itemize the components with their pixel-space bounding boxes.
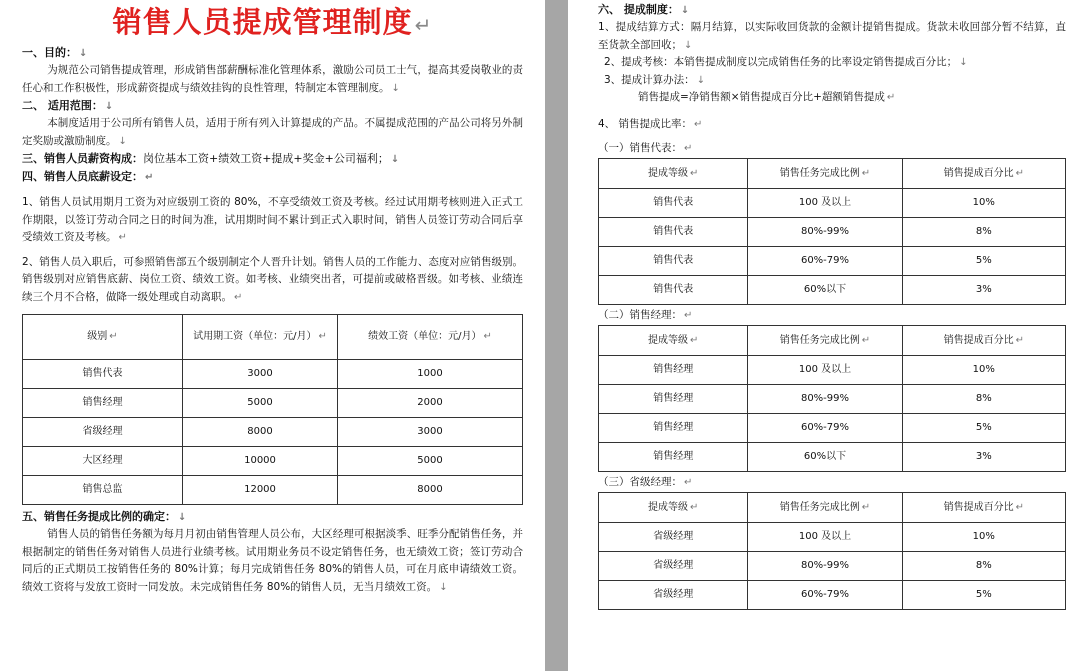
formula: 销售提成=净销售额×销售提成百分比+超额销售提成 ↵ — [638, 91, 896, 103]
table-cell: 5% — [902, 414, 1065, 443]
header-cell: 级别 ↵ — [23, 315, 183, 360]
header-cell: 提成等级 ↵ — [599, 159, 748, 189]
table-cell: 2000 — [338, 389, 523, 418]
table-cell: 销售经理 — [599, 385, 748, 414]
table-header-row — [599, 493, 1066, 523]
item-2: 2、提成考核：本销售提成制度以完成销售任务的比率设定销售提成百分比； ↓ — [604, 56, 968, 68]
table-row — [599, 523, 1066, 552]
table-row — [599, 218, 1066, 247]
table-cell: 8% — [902, 552, 1065, 581]
table-2-label: （二）销售经理： ↵ — [598, 309, 693, 321]
section-3-heading: 三、销售人员薪资构成：岗位基本工资+绩效工资+提成+奖金+公司福利； ↓ — [22, 152, 400, 165]
table-cell: 3000 — [338, 418, 523, 447]
section-2-text: 本制度适用于公司所有销售人员，适用于所有列入计算提成的产品。不属提成范围的产品公司将另外制定奖励或激励制度。 ↓ — [22, 117, 523, 147]
table-header-row — [599, 326, 1066, 356]
table-cell: 省级经理 — [599, 581, 748, 610]
table-cell: 销售经理 — [599, 443, 748, 472]
table-cell: 销售代表 — [599, 276, 748, 305]
table-1-label: （一）销售代表： ↵ — [598, 142, 693, 154]
table-cell: 10% — [902, 356, 1065, 385]
table-row — [599, 276, 1066, 305]
table-cell: 8% — [902, 385, 1065, 414]
table-cell: 大区经理 — [23, 447, 183, 476]
table-cell: 10000 — [183, 447, 338, 476]
header-cell: 销售任务完成比例 ↵ — [748, 159, 902, 189]
table-cell: 3% — [902, 443, 1065, 472]
table-cell: 销售总监 — [23, 476, 183, 505]
table-row — [23, 476, 523, 505]
table-row — [599, 356, 1066, 385]
section-1-heading: 一、目的： ↓ — [22, 46, 88, 59]
table-cell: 100 及以上 — [748, 523, 902, 552]
table-row — [23, 360, 523, 389]
table-cell: 10% — [902, 523, 1065, 552]
table-cell: 销售经理 — [23, 389, 183, 418]
table-header-row — [599, 159, 1066, 189]
header-cell: 提成等级 ↵ — [599, 326, 748, 356]
table-row — [599, 443, 1066, 472]
section-4-para-2: 2、销售人员入职后，可参照销售部五个级别制定个人晋升计划。销售人员的工作能力、态度对应销售级别。销售级别对应销售底薪、岗位工资、绩效工资。如考核、业绩突出者，可提前或破格晋级。如考核、业绩连续三个月不合格，做降一级处理或自动离职。 ↵ — [22, 255, 523, 303]
table-row — [599, 552, 1066, 581]
header-cell: 销售提成百分比 ↵ — [902, 326, 1065, 356]
header-cell: 销售提成百分比 ↵ — [902, 159, 1065, 189]
table-3-label: （三）省级经理： ↵ — [598, 476, 693, 488]
table-row — [23, 389, 523, 418]
table-cell: 3% — [902, 276, 1065, 305]
table-cell: 5% — [902, 581, 1065, 610]
table-cell: 80%-99% — [748, 385, 902, 414]
table-cell: 100 及以上 — [748, 356, 902, 385]
table-header-row — [23, 315, 523, 360]
section-1-text: 为规范公司销售提成管理，形成销售部薪酬标准化管理体系，激励公司员工士气，提高其爱岗敬业的责任心和工作积极性，形成薪资提成与绩效挂钩的良性管理，特制定本管理制度。 ↓ — [22, 64, 523, 94]
table-cell: 12000 — [183, 476, 338, 505]
table-cell: 销售代表 — [599, 218, 748, 247]
table-cell: 60%-79% — [748, 414, 902, 443]
table-cell: 80%-99% — [748, 218, 902, 247]
header-cell: 试用期工资（单位：元/月） ↵ — [183, 315, 338, 360]
table-cell: 80%-99% — [748, 552, 902, 581]
table-cell: 60%以下 — [748, 443, 902, 472]
table-cell: 60%-79% — [748, 581, 902, 610]
rate-table-provincial-manager — [598, 492, 1066, 610]
table-cell: 5000 — [338, 447, 523, 476]
table-cell: 销售代表 — [23, 360, 183, 389]
table-cell: 省级经理 — [23, 418, 183, 447]
table-cell: 5000 — [183, 389, 338, 418]
header-cell: 提成等级 ↵ — [599, 493, 748, 523]
table-row — [599, 385, 1066, 414]
table-cell: 10% — [902, 189, 1065, 218]
item-3: 3、提成计算办法： ↓ — [604, 73, 706, 86]
table-cell: 3000 — [183, 360, 338, 389]
table-cell: 销售代表 — [599, 189, 748, 218]
table-cell: 5% — [902, 247, 1065, 276]
item-4: 4、 销售提成比率： ↵ — [598, 117, 703, 130]
section-2-heading: 二、 适用范围： ↓ — [22, 99, 114, 112]
table-row — [23, 418, 523, 447]
table-row — [599, 247, 1066, 276]
section-4-para-1: 1、销售人员试用期月工资为对应级别工资的 80%，不享受绩效工资及考核。经过试用期考核则进入正式工作期限，以签订劳动合同之日的时间为准，试用期时间不累计到正式入职时间，销售人员签订劳动合同后享受绩效工资及考核。 ↵ — [22, 196, 523, 243]
right-page — [568, 0, 1080, 671]
table-cell: 8% — [902, 218, 1065, 247]
section-6-heading: 六、 提成制度： ↓ — [598, 3, 690, 16]
table-cell: 销售经理 — [599, 356, 748, 385]
table-cell: 100 及以上 — [748, 189, 902, 218]
table-cell: 8000 — [338, 476, 523, 505]
table-cell: 销售代表 — [599, 247, 748, 276]
document-title: 销售人员提成管理制度 ↵ — [112, 5, 433, 39]
rate-table-sales-manager — [598, 325, 1066, 472]
header-cell: 绩效工资（单位：元/月） ↵ — [338, 315, 523, 360]
header-cell: 销售任务完成比例 ↵ — [748, 326, 902, 356]
table-cell: 8000 — [183, 418, 338, 447]
salary-table — [22, 314, 523, 505]
item-1: 1、提成结算方式：隔月结算，以实际收回货款的金额计提销售提成。货款未收回部分暂不结算，直至货款全部回收； ↓ — [598, 21, 1066, 51]
table-cell: 60%以下 — [748, 276, 902, 305]
table-cell: 60%-79% — [748, 247, 902, 276]
section-5-text: 销售人员的销售任务额为每月月初由销售管理人员公布，大区经理可根据淡季、旺季分配销售任务，并根据制定的销售任务对销售人员进行业绩考核。试用期业务员不设定销售任务，也无绩效工资；签订劳动合同后的正式期员工按销售任务的 80%计算；每月完成销售任务 80%的销售人员，可在月底申请绩效工资。绩效工资将与发放工资时一同发放。未完成销售任务 80%的销售人员，无当月绩效工资。 ↓ — [22, 528, 523, 593]
rate-table-sales-rep — [598, 158, 1066, 305]
header-cell: 销售提成百分比 ↵ — [902, 493, 1065, 523]
section-4-heading: 四、销售人员底薪设定： ↵ — [22, 170, 154, 183]
table-row — [599, 414, 1066, 443]
table-cell: 1000 — [338, 360, 523, 389]
section-5-heading: 五、销售任务提成比例的确定： ↓ — [22, 510, 187, 523]
table-row — [23, 447, 523, 476]
table-row — [599, 581, 1066, 610]
table-row — [599, 189, 1066, 218]
table-cell: 省级经理 — [599, 552, 748, 581]
table-cell: 销售经理 — [599, 414, 748, 443]
table-cell: 省级经理 — [599, 523, 748, 552]
header-cell: 销售任务完成比例 ↵ — [748, 493, 902, 523]
